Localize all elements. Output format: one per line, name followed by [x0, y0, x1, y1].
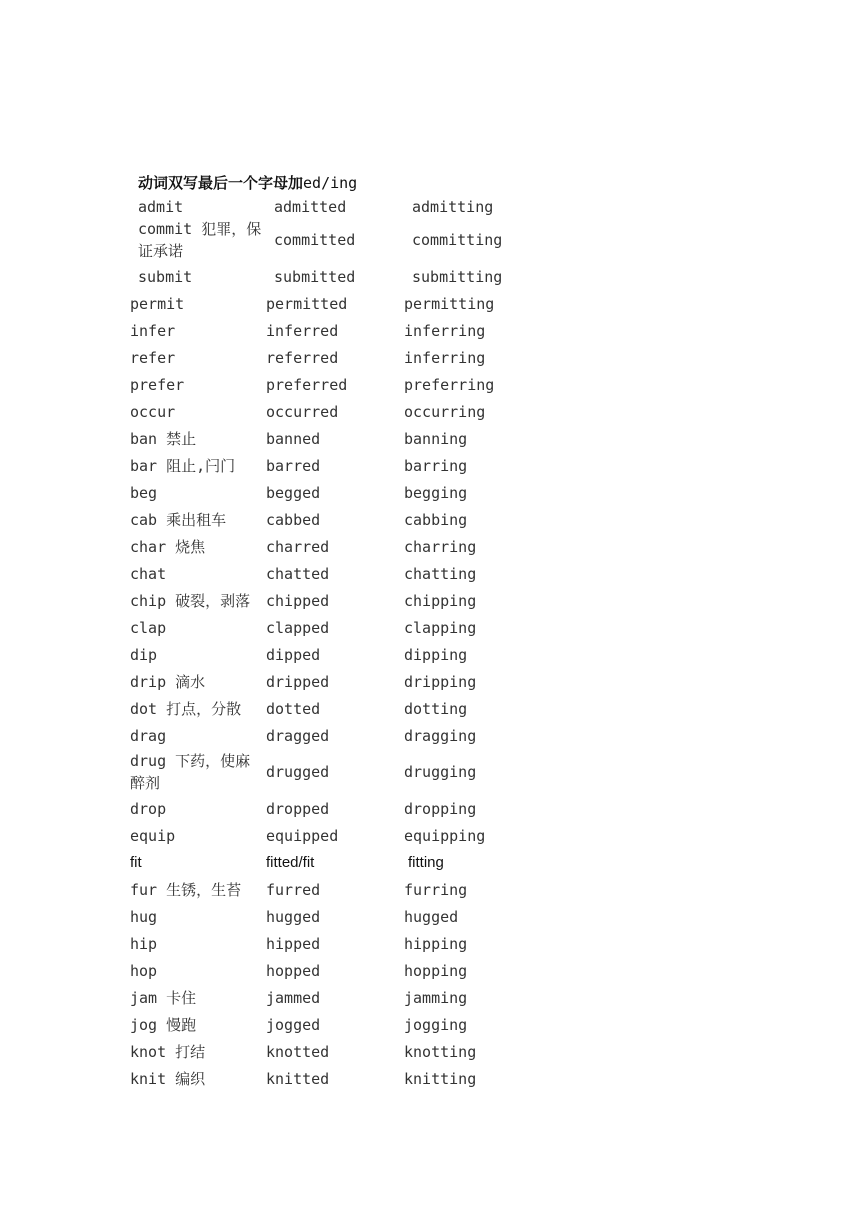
verb-base: drop — [130, 800, 167, 818]
table-row — [0, 933, 860, 955]
verb-ing: inferring — [404, 349, 486, 367]
table-row — [0, 266, 860, 288]
verb-past: knotted — [266, 1043, 330, 1061]
verb-past: jogged — [266, 1016, 321, 1034]
verb-ing: charring — [404, 538, 477, 556]
verb-past: hopped — [266, 962, 321, 980]
verb-ing: begging — [404, 484, 468, 502]
table-row — [0, 218, 860, 262]
table-row — [0, 698, 860, 720]
verb-ing: fitting — [408, 854, 444, 871]
table-row — [0, 987, 860, 1009]
verb-base: chip 破裂，剥落 — [130, 592, 251, 610]
verb-past: referred — [266, 349, 339, 367]
verb-past: committed — [274, 231, 356, 249]
verb-ing: jamming — [404, 989, 468, 1007]
verb-past: inferred — [266, 322, 339, 340]
verb-past: charred — [266, 538, 330, 556]
verb-base: drug 下药，使麻醉剂 — [130, 752, 251, 792]
verb-past: submitted — [274, 268, 356, 286]
verb-base: cab 乘出租车 — [130, 511, 227, 529]
table-row — [0, 725, 860, 747]
verb-past: dotted — [266, 700, 321, 718]
verb-ing: hipping — [404, 935, 468, 953]
verb-ing: barring — [404, 457, 468, 475]
verb-past: fitted/fit — [266, 854, 315, 871]
verb-past: knitted — [266, 1070, 330, 1088]
verb-ing: admitting — [412, 198, 494, 216]
verb-base: submit — [138, 268, 193, 286]
table-row — [0, 617, 860, 639]
verb-base: prefer — [130, 376, 185, 394]
table-row — [0, 482, 860, 504]
verb-ing: hugged — [404, 908, 459, 926]
verb-past: dragged — [266, 727, 330, 745]
verb-ing: permitting — [404, 295, 495, 313]
table-row — [0, 374, 860, 396]
verb-past: chipped — [266, 592, 330, 610]
verb-ing: dropping — [404, 800, 477, 818]
verb-base: commit 犯罪，保证承诺 — [138, 220, 262, 260]
verb-base: knot 打结 — [130, 1043, 206, 1061]
table-row — [0, 852, 860, 874]
table-row — [0, 879, 860, 901]
verb-base: hug — [130, 908, 158, 926]
verb-past: cabbed — [266, 511, 321, 529]
verb-past: hugged — [266, 908, 321, 926]
verb-base: ban 禁止 — [130, 430, 197, 448]
table-row — [0, 960, 860, 982]
verb-ing: committing — [412, 231, 503, 249]
table-row — [0, 455, 860, 477]
verb-base: dip — [130, 646, 158, 664]
verb-ing: dotting — [404, 700, 468, 718]
verb-base: hop — [130, 962, 158, 980]
verb-ing: chipping — [404, 592, 477, 610]
table-row — [0, 196, 860, 218]
table-row — [0, 590, 860, 612]
verb-past: hipped — [266, 935, 321, 953]
table-row — [0, 906, 860, 928]
verb-past: drugged — [266, 763, 330, 781]
verb-ing: banning — [404, 430, 468, 448]
table-row — [0, 750, 860, 794]
table-row — [0, 320, 860, 342]
verb-past: occurred — [266, 403, 339, 421]
verb-ing: dipping — [404, 646, 468, 664]
verb-past: jammed — [266, 989, 321, 1007]
title-chinese: 动词双写最后一个字母加 — [138, 174, 304, 192]
table-row — [0, 428, 860, 450]
verb-ing: jogging — [404, 1016, 468, 1034]
table-row — [0, 293, 860, 315]
table-row — [0, 671, 860, 693]
verb-base: chat — [130, 565, 167, 583]
verb-ing: occurring — [404, 403, 486, 421]
verb-base: occur — [130, 403, 176, 421]
verb-ing: knotting — [404, 1043, 477, 1061]
verb-ing: furring — [404, 881, 468, 899]
verb-past: begged — [266, 484, 321, 502]
verb-past: admitted — [274, 198, 347, 216]
verb-past: dipped — [266, 646, 321, 664]
verb-base: drag — [130, 727, 167, 745]
table-row — [0, 1068, 860, 1090]
verb-ing: knitting — [404, 1070, 477, 1088]
verb-ing: drugging — [404, 763, 477, 781]
verb-past: barred — [266, 457, 321, 475]
verb-base: jam 卡住 — [130, 989, 197, 1007]
verb-ing: equipping — [404, 827, 486, 845]
verb-past: clapped — [266, 619, 330, 637]
verb-base: knit 编织 — [130, 1070, 206, 1088]
verb-ing: dripping — [404, 673, 477, 691]
verb-past: furred — [266, 881, 321, 899]
table-row — [0, 798, 860, 820]
verb-past: equipped — [266, 827, 339, 845]
verb-past: preferred — [266, 376, 348, 394]
table-row — [0, 347, 860, 369]
verb-past: banned — [266, 430, 321, 448]
verb-past: chatted — [266, 565, 330, 583]
table-row — [0, 644, 860, 666]
table-row — [0, 509, 860, 531]
verb-base: infer — [130, 322, 176, 340]
verb-base: admit — [138, 198, 184, 216]
table-row — [0, 563, 860, 585]
verb-past: dropped — [266, 800, 330, 818]
verb-base: refer — [130, 349, 176, 367]
verb-base: hip — [130, 935, 158, 953]
table-row — [0, 536, 860, 558]
verb-base: fit — [130, 854, 142, 871]
verb-base: clap — [130, 619, 167, 637]
table-row — [0, 1014, 860, 1036]
verb-ing: submitting — [412, 268, 503, 286]
verb-base: drip 滴水 — [130, 673, 206, 691]
verb-base: char 烧焦 — [130, 538, 206, 556]
table-row — [0, 401, 860, 423]
verb-base: bar 阻止,闩门 — [130, 457, 236, 475]
verb-base: beg — [130, 484, 158, 502]
verb-past: dripped — [266, 673, 330, 691]
verb-ing: chatting — [404, 565, 477, 583]
verb-base: fur 生锈，生苔 — [130, 881, 242, 899]
verb-ing: clapping — [404, 619, 477, 637]
page-title — [138, 172, 357, 193]
verb-past: permitted — [266, 295, 348, 313]
verb-ing: inferring — [404, 322, 486, 340]
title-suffix: ed/ing — [303, 174, 358, 192]
verb-base: permit — [130, 295, 185, 313]
verb-base: dot 打点，分散 — [130, 700, 242, 718]
verb-base: equip — [130, 827, 176, 845]
verb-ing: cabbing — [404, 511, 468, 529]
verb-ing: hopping — [404, 962, 468, 980]
table-row — [0, 1041, 860, 1063]
verb-ing: dragging — [404, 727, 477, 745]
verb-ing: preferring — [404, 376, 495, 394]
verb-base: jog 慢跑 — [130, 1016, 197, 1034]
table-row — [0, 825, 860, 847]
